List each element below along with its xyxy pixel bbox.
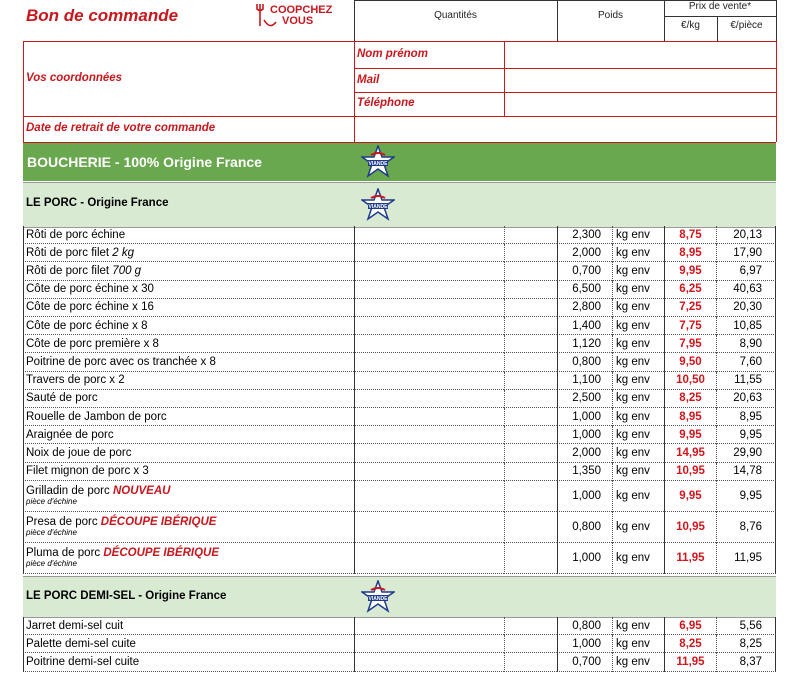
product-label: Jarret demi-sel cuit: [26, 619, 124, 632]
product-tag: DÉCOUPE IBÉRIQUE: [103, 547, 220, 560]
table-row: [23, 426, 776, 444]
quantity-input-2[interactable]: [504, 543, 557, 574]
poids-value: 1,100: [557, 372, 612, 390]
quantity-input[interactable]: [354, 481, 504, 512]
quantity-input-2[interactable]: [504, 481, 557, 512]
quantity-input-2[interactable]: [504, 426, 557, 444]
product-name: [23, 463, 354, 481]
product-name: [23, 317, 354, 335]
table-row: [23, 262, 776, 280]
quantity-input[interactable]: [354, 353, 504, 371]
quantity-input[interactable]: [354, 262, 504, 280]
mail-field[interactable]: [506, 70, 774, 91]
unit-value: kg env: [612, 543, 664, 574]
section-title: BOUCHERIE - 100% Origine France: [27, 154, 262, 170]
section-boucherie: [23, 143, 776, 181]
table-row: [23, 353, 776, 371]
unit-value: kg env: [612, 390, 664, 408]
product-label: Filet mignon de porc x 3: [26, 465, 149, 478]
price-piece: 14,78: [716, 463, 776, 481]
table-row: [23, 372, 776, 390]
poids-value: 1,350: [557, 463, 612, 481]
poids-value: 1,000: [557, 426, 612, 444]
poids-value: 1,000: [557, 543, 612, 574]
price-kg: 9,95: [664, 481, 716, 512]
price-kg: 11,95: [664, 653, 716, 671]
quantity-input-2[interactable]: [504, 617, 557, 635]
price-piece: 10,85: [716, 317, 776, 335]
product-name: [23, 408, 354, 426]
product-sub: pièce d'échine: [26, 497, 77, 507]
poids-value: 1,000: [557, 635, 612, 653]
quantity-input[interactable]: [354, 617, 504, 635]
price-kg: 7,75: [664, 317, 716, 335]
unit-value: kg env: [612, 317, 664, 335]
price-piece: 40,63: [716, 281, 776, 299]
coordonnees-label: Vos coordonnées: [26, 72, 123, 84]
quantity-input-2[interactable]: [504, 353, 557, 371]
poids-value: 2,000: [557, 244, 612, 262]
logo-icon: [254, 0, 346, 34]
unit-value: kg env: [612, 444, 664, 462]
product-label: Côte de porc échine x 16: [26, 301, 154, 314]
col-eur-kg: €/kg: [681, 20, 700, 31]
price-kg: 14,95: [664, 444, 716, 462]
price-piece: 9,95: [716, 481, 776, 512]
product-name: [23, 226, 354, 244]
quantity-input-2[interactable]: [504, 317, 557, 335]
product-name: [23, 244, 354, 262]
subsection-demisel: [23, 576, 776, 618]
quantity-input[interactable]: [354, 299, 504, 317]
price-piece: 8,95: [716, 408, 776, 426]
product-tag: NOUVEAU: [112, 485, 171, 498]
table-row: [23, 390, 776, 408]
nom-field[interactable]: [506, 43, 774, 67]
unit-value: kg env: [612, 299, 664, 317]
quantity-input[interactable]: [354, 244, 504, 262]
table-row: [23, 653, 776, 671]
price-piece: 20,63: [716, 390, 776, 408]
price-kg: 8,95: [664, 408, 716, 426]
price-piece: 8,76: [716, 512, 776, 543]
product-name: [23, 353, 354, 371]
table-row: [23, 481, 776, 512]
telephone-label: Téléphone: [357, 97, 415, 109]
price-piece: 7,60: [716, 353, 776, 371]
retrait-field[interactable]: [356, 118, 774, 141]
badge-text: VIANDE: [368, 204, 388, 210]
product-name: [23, 543, 354, 574]
product-name: [23, 262, 354, 280]
quantity-input[interactable]: [354, 317, 504, 335]
badge-text: VIANDE: [368, 596, 388, 602]
unit-value: kg env: [612, 281, 664, 299]
product-label: Poitrine de porc avec os tranchée x 8: [26, 355, 216, 368]
unit-value: kg env: [612, 372, 664, 390]
product-label: Côte de porc échine x 30: [26, 283, 154, 296]
product-label: Rôti de porc échine: [26, 228, 126, 241]
product-label: Presa de porc: [26, 516, 101, 529]
product-name: [23, 653, 354, 671]
table-row: [23, 299, 776, 317]
price-piece: 11,95: [716, 543, 776, 574]
unit-value: kg env: [612, 426, 664, 444]
price-kg: 10,95: [664, 512, 716, 543]
price-piece: 6,97: [716, 262, 776, 280]
price-kg: 9,50: [664, 353, 716, 371]
unit-value: kg env: [612, 635, 664, 653]
table-row: [23, 317, 776, 335]
product-weight: 2 kg: [112, 246, 135, 259]
product-label: Rôti de porc filet: [26, 264, 113, 277]
table-row: [23, 281, 776, 299]
table-row: [23, 635, 776, 653]
price-piece: 29,90: [716, 444, 776, 462]
product-name: [23, 299, 354, 317]
quantity-input-2[interactable]: [504, 635, 557, 653]
product-name: [23, 426, 354, 444]
product-weight: 700 g: [112, 264, 142, 277]
price-piece: 17,90: [716, 244, 776, 262]
quantity-input-2[interactable]: [504, 390, 557, 408]
unit-value: kg env: [612, 512, 664, 543]
product-label: Côte de porc première x 8: [26, 337, 159, 350]
price-kg: 10,50: [664, 372, 716, 390]
unit-value: kg env: [612, 463, 664, 481]
poids-value: 0,700: [557, 653, 612, 671]
product-label: Palette demi-sel cuite: [26, 637, 136, 650]
price-piece: 20,13: [716, 226, 776, 244]
price-piece: 5,56: [716, 617, 776, 635]
price-kg: 10,95: [664, 463, 716, 481]
product-name: [23, 335, 354, 353]
price-kg: 9,95: [664, 426, 716, 444]
product-name: [23, 444, 354, 462]
unit-value: kg env: [612, 481, 664, 512]
product-label: Pluma de porc: [26, 547, 104, 560]
quantity-input-2[interactable]: [504, 463, 557, 481]
quantity-input[interactable]: [354, 426, 504, 444]
unit-value: kg env: [612, 353, 664, 371]
product-label: Travers de porc x 2: [26, 374, 125, 387]
price-kg: 7,25: [664, 299, 716, 317]
unit-value: kg env: [612, 335, 664, 353]
nom-label: Nom prénom: [357, 48, 428, 60]
price-kg: 6,25: [664, 281, 716, 299]
quantity-input-2[interactable]: [504, 226, 557, 244]
product-label: Rôti de porc filet: [26, 246, 113, 259]
poids-value: 2,500: [557, 390, 612, 408]
quantity-input-2[interactable]: [504, 512, 557, 543]
table-row: [23, 226, 776, 244]
product-label: Grilladin de porc: [26, 485, 113, 498]
price-kg: 6,95: [664, 617, 716, 635]
quantity-input[interactable]: [354, 390, 504, 408]
product-name: [23, 372, 354, 390]
poids-value: 0,700: [557, 262, 612, 280]
price-kg: 9,95: [664, 262, 716, 280]
col-prix: Prix de vente*: [688, 1, 752, 12]
quantity-input-2[interactable]: [504, 281, 557, 299]
badge-text: VIANDE: [368, 161, 388, 167]
price-piece: 11,55: [716, 372, 776, 390]
poids-value: 2,800: [557, 299, 612, 317]
poids-value: 0,800: [557, 353, 612, 371]
table-row: [23, 335, 776, 353]
quantity-input-2[interactable]: [504, 653, 557, 671]
price-piece: 9,95: [716, 426, 776, 444]
unit-value: kg env: [612, 653, 664, 671]
table-row: [23, 444, 776, 462]
poids-value: 6,500: [557, 281, 612, 299]
poids-value: 2,000: [557, 444, 612, 462]
page-title: Bon de commande: [26, 6, 179, 25]
quantity-input[interactable]: [354, 543, 504, 574]
quantity-input[interactable]: [354, 512, 504, 543]
col-poids: Poids: [597, 10, 623, 21]
subsection-porc-title: LE PORC - Origine France: [26, 197, 169, 209]
unit-value: kg env: [612, 244, 664, 262]
product-name: [23, 512, 354, 543]
logo-text-2: VOUS: [282, 15, 314, 27]
price-piece: 20,30: [716, 299, 776, 317]
quantity-input-2[interactable]: [504, 444, 557, 462]
poids-value: 0,800: [557, 512, 612, 543]
price-kg: 8,75: [664, 226, 716, 244]
product-tag: DÉCOUPE IBÉRIQUE: [100, 516, 217, 529]
poids-value: 1,120: [557, 335, 612, 353]
unit-value: kg env: [612, 617, 664, 635]
poids-value: 2,300: [557, 226, 612, 244]
quantity-input-2[interactable]: [504, 244, 557, 262]
quantity-input-2[interactable]: [504, 262, 557, 280]
quantity-input[interactable]: [354, 653, 504, 671]
quantity-input[interactable]: [354, 463, 504, 481]
price-kg: 8,25: [664, 635, 716, 653]
poids-value: 0,800: [557, 617, 612, 635]
price-kg: 11,95: [664, 543, 716, 574]
unit-value: kg env: [612, 262, 664, 280]
coopchezvous-logo: [254, 0, 346, 34]
quantity-input-2[interactable]: [504, 299, 557, 317]
subsection-porc: [23, 182, 776, 228]
price-kg: 8,25: [664, 390, 716, 408]
unit-value: kg env: [612, 226, 664, 244]
quantity-input[interactable]: [354, 408, 504, 426]
price-kg: 8,95: [664, 244, 716, 262]
table-row: [23, 244, 776, 262]
quantity-input-2[interactable]: [504, 408, 557, 426]
table-row: [23, 463, 776, 481]
product-name: [23, 635, 354, 653]
quantity-input[interactable]: [354, 444, 504, 462]
product-label: Côte de porc échine x 8: [26, 319, 148, 332]
price-kg: 7,95: [664, 335, 716, 353]
product-sub: pièce d'échine: [26, 559, 77, 569]
product-name: [23, 390, 354, 408]
mail-label: Mail: [357, 74, 380, 86]
col-eur-piece: €/pièce: [730, 20, 763, 31]
telephone-field[interactable]: [506, 94, 774, 115]
unit-value: kg env: [612, 408, 664, 426]
subsection-demisel-title: LE PORC DEMI-SEL - Origine France: [26, 590, 227, 602]
product-label: Rouelle de Jambon de porc: [26, 410, 167, 423]
poids-value: 1,400: [557, 317, 612, 335]
quantity-input[interactable]: [354, 372, 504, 390]
product-label: Noix de joue de porc: [26, 446, 132, 459]
logo-text-1: COOPCHEZ: [270, 4, 333, 16]
viande-france-icon: [361, 145, 395, 179]
price-piece: 8,25: [716, 635, 776, 653]
product-label: Araignée de porc: [26, 428, 114, 441]
table-row: [23, 512, 776, 543]
quantity-input[interactable]: [354, 281, 504, 299]
quantity-input[interactable]: [354, 335, 504, 353]
product-name: [23, 617, 354, 635]
quantity-input[interactable]: [354, 226, 504, 244]
viande-france-icon: [361, 580, 395, 614]
table-row: [23, 543, 776, 574]
viande-france-icon: [361, 188, 395, 222]
quantity-input-2[interactable]: [504, 372, 557, 390]
product-name: [23, 481, 354, 512]
retrait-label: Date de retrait de votre commande: [26, 122, 216, 134]
price-piece: 8,90: [716, 335, 776, 353]
quantity-input[interactable]: [354, 635, 504, 653]
col-quantites: Quantités: [434, 10, 477, 21]
product-sub: pièce d'échine: [26, 528, 77, 538]
poids-value: 1,000: [557, 408, 612, 426]
product-label: Poitrine demi-sel cuite: [26, 655, 140, 668]
table-row: [23, 408, 776, 426]
price-piece: 8,37: [716, 653, 776, 671]
product-label: Sauté de porc: [26, 392, 98, 405]
quantity-input-2[interactable]: [504, 335, 557, 353]
product-name: [23, 281, 354, 299]
poids-value: 1,000: [557, 481, 612, 512]
table-row: [23, 617, 776, 635]
